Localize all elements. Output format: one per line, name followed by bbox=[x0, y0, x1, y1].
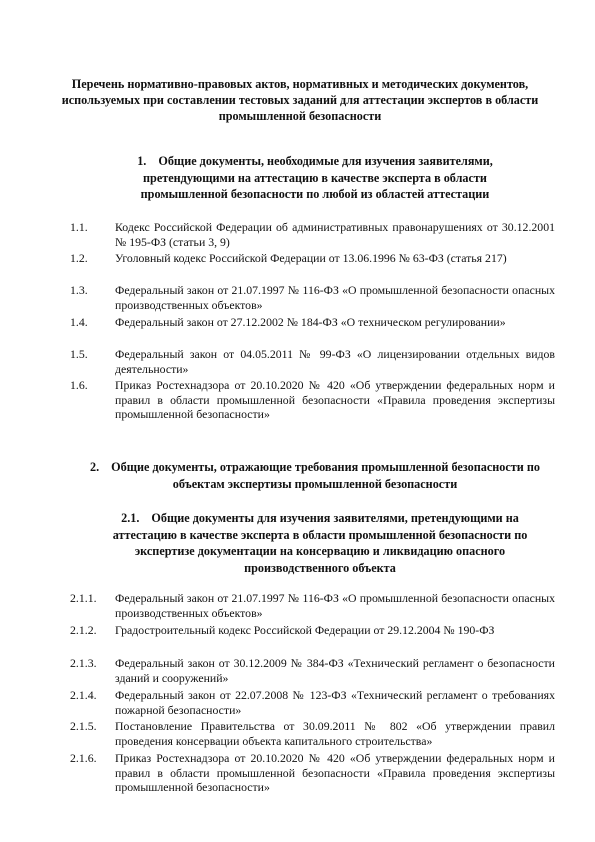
item-number: 2.1.5. bbox=[70, 719, 97, 733]
section-2-1-heading-text: Общие документы для изучения заявителями, претендующими на аттестацию в качестве эксперта в области промышленной безопасности по экспертизе документации на консервацию и ликвидацию опасного производственного объекта bbox=[112, 511, 528, 575]
document-title: Перечень нормативно-правовых актов, нормативных и методических документов, используемых при составлении тестовых заданий для аттестации экспертов в области промышленной безопасности bbox=[61, 77, 539, 123]
item-number: 1.5. bbox=[70, 347, 88, 361]
section-1-heading bbox=[100, 153, 530, 203]
item-number: 1.3. bbox=[70, 283, 88, 297]
item-number: 2.1.1. bbox=[70, 591, 97, 605]
item-number: 1.6. bbox=[70, 378, 88, 392]
item-number: 2.1.4. bbox=[70, 688, 97, 702]
item-text: Федеральный закон от 04.05.2011 № 99-ФЗ «О лицензировании отдельных видов деятельности» bbox=[115, 347, 555, 376]
item-text: Уголовный кодекс Российской Федерации от 13.06.1996 № 63-ФЗ (статья 217) bbox=[115, 251, 507, 265]
item-text: Федеральный закон от 22.07.2008 № 123-ФЗ «Технический регламент о требованиях пожарной безопасности» bbox=[115, 688, 555, 717]
item-text: Федеральный закон от 27.12.2002 № 184-ФЗ «О техническом регулировании» bbox=[115, 315, 506, 329]
item-text: Кодекс Российской Федерации об административных правонарушениях от 30.12.2001 № 195-ФЗ (статьи 3, 9) bbox=[115, 220, 555, 249]
item-text: Федеральный закон от 30.12.2009 № 384-ФЗ «Технический регламент о безопасности зданий и сооружений» bbox=[115, 656, 555, 685]
item-text: Федеральный закон от 21.07.1997 № 116-ФЗ «О промышленной безопасности опасных производственных объектов» bbox=[115, 591, 555, 620]
item-number: 1.1. bbox=[70, 220, 88, 234]
item-number: 2.1.3. bbox=[70, 656, 97, 670]
item-number: 1.2. bbox=[70, 251, 88, 265]
section-2-1-heading bbox=[95, 510, 545, 576]
section-2-heading bbox=[85, 459, 545, 492]
section-2-number: 2. bbox=[90, 460, 100, 474]
item-number: 2.1.6. bbox=[70, 751, 97, 765]
section-1-number: 1. bbox=[137, 154, 147, 168]
item-text: Градостроительный кодекс Российской Федерации от 29.12.2004 № 190-ФЗ bbox=[115, 623, 495, 637]
item-number: 2.1.2. bbox=[70, 623, 97, 637]
section-2-1-number: 2.1. bbox=[121, 511, 140, 525]
item-text: Постановление Правительства от 30.09.2011 № 802 «Об утверждении правил проведения консервации объекта капитального строительства» bbox=[115, 719, 555, 748]
section-1-heading-text: Общие документы, необходимые для изучения заявителями, претендующими на аттестацию в качестве эксперта в области промышленной безопасности по любой из областей аттестации bbox=[140, 154, 493, 201]
item-text: Приказ Ростехнадзора от 20.10.2020 № 420 «Об утверждении федеральных норм и правил в области промышленной безопасности «Правила проведения экспертизы промышленной безопасности» bbox=[115, 751, 555, 794]
item-number: 1.4. bbox=[70, 315, 88, 329]
section-2-heading-text: Общие документы, отражающие требования промышленной безопасности по объектам экспертизы промышленной безопасности bbox=[111, 460, 540, 491]
item-text: Федеральный закон от 21.07.1997 № 116-ФЗ «О промышленной безопасности опасных производственных объектов» bbox=[115, 283, 555, 312]
item-text: Приказ Ростехнадзора от 20.10.2020 № 420 «Об утверждении федеральных норм и правил в области промышленной безопасности «Правила проведения экспертизы промышленной безопасности» bbox=[115, 378, 555, 421]
